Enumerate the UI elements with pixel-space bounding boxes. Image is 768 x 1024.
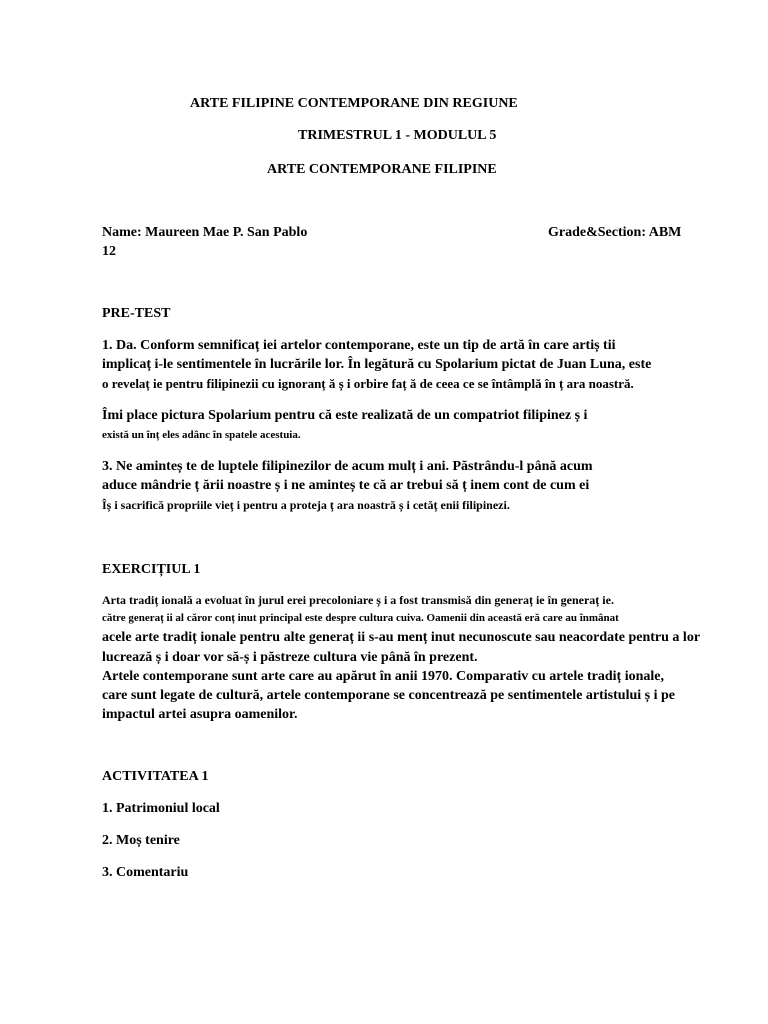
pretest-item-1-line-1: 1. Da. Conform semnificaț iei artelor contemporane, este un tip de artă în care artiș tii (102, 338, 616, 353)
pretest-heading: PRE-TEST (102, 306, 171, 321)
pretest-item-1-line-3: o revelaț ie pentru filipinezii cu ignoranț ă ș i orbire faț ă de ceea ce se întâmplă în ț ara noastră. (102, 376, 634, 391)
activitatea-item-1: 1. Patrimoniul local (102, 801, 220, 816)
student-name: Name: Maureen Mae P. San Pablo (102, 225, 308, 240)
pretest-item-1-line-2: implicaț i-le sentimentele în lucrările lor. În legătură cu Spolarium pictat de Juan Luna, este (102, 357, 652, 372)
pretest-item-2-line-1: Îmi place pictura Spolarium pentru că este realizată de un compatriot filipinez ș i (102, 408, 588, 423)
pretest-item-3-line-1: 3. Ne aminteș te de luptele filipinezilor de acum mulț i ani. Păstrându-l până acum (102, 459, 593, 474)
exercitiul-line-6: care sunt legate de cultură, artele contemporane se concentrează pe sentimentele artistului ș i pe (102, 688, 675, 703)
document-title: ARTE FILIPINE CONTEMPORANE DIN REGIUNE (190, 96, 518, 111)
exercitiul-line-1: Arta tradiț ională a evoluat în jurul erei precoloniare ș i a fost transmisă din generaț ie în generaț ie. (102, 593, 614, 607)
exercitiul-line-3: acele arte tradiț ionale pentru alte generaț ii s-au menț inut necunoscute sau neacordate pentru a lor (102, 630, 701, 645)
exercitiul-line-2: către generaț ii al căror conț inut principal este despre cultura cuiva. Oamenii din această eră care au înmânat (102, 612, 619, 624)
pretest-item-3-line-3: Îș i sacrifică propriile vieț i pentru a proteja ț ara noastră ș i cetăț enii filipinezi. (102, 498, 510, 512)
activitatea-heading: ACTIVITATEA 1 (102, 769, 209, 784)
pretest-item-2-line-2: există un înț eles adânc în spatele acestuia. (102, 429, 301, 441)
activitatea-item-2: 2. Moș tenire (102, 833, 180, 848)
module-title: TRIMESTRUL 1 - MODULUL 5 (298, 128, 497, 143)
grade-section-continued: 12 (102, 244, 116, 259)
activitatea-item-3: 3. Comentariu (102, 865, 189, 880)
exercitiul-line-4: lucrează ș i doar vor să-ș i păstreze cultura vie până în prezent. (102, 650, 478, 665)
exercitiul-heading: EXERCIȚIUL 1 (102, 562, 201, 577)
grade-section: Grade&Section: ABM (548, 225, 682, 240)
pretest-item-3-line-2: aduce mândrie ț ării noastre ș i ne aminteș te că ar trebui să ț inem cont de cum ei (102, 478, 590, 493)
exercitiul-line-5: Artele contemporane sunt arte care au apărut în anii 1970. Comparativ cu artele tradiț ionale, (102, 669, 664, 684)
exercitiul-line-7: impactul artei asupra oamenilor. (102, 707, 298, 722)
subtitle: ARTE CONTEMPORANE FILIPINE (267, 162, 497, 177)
